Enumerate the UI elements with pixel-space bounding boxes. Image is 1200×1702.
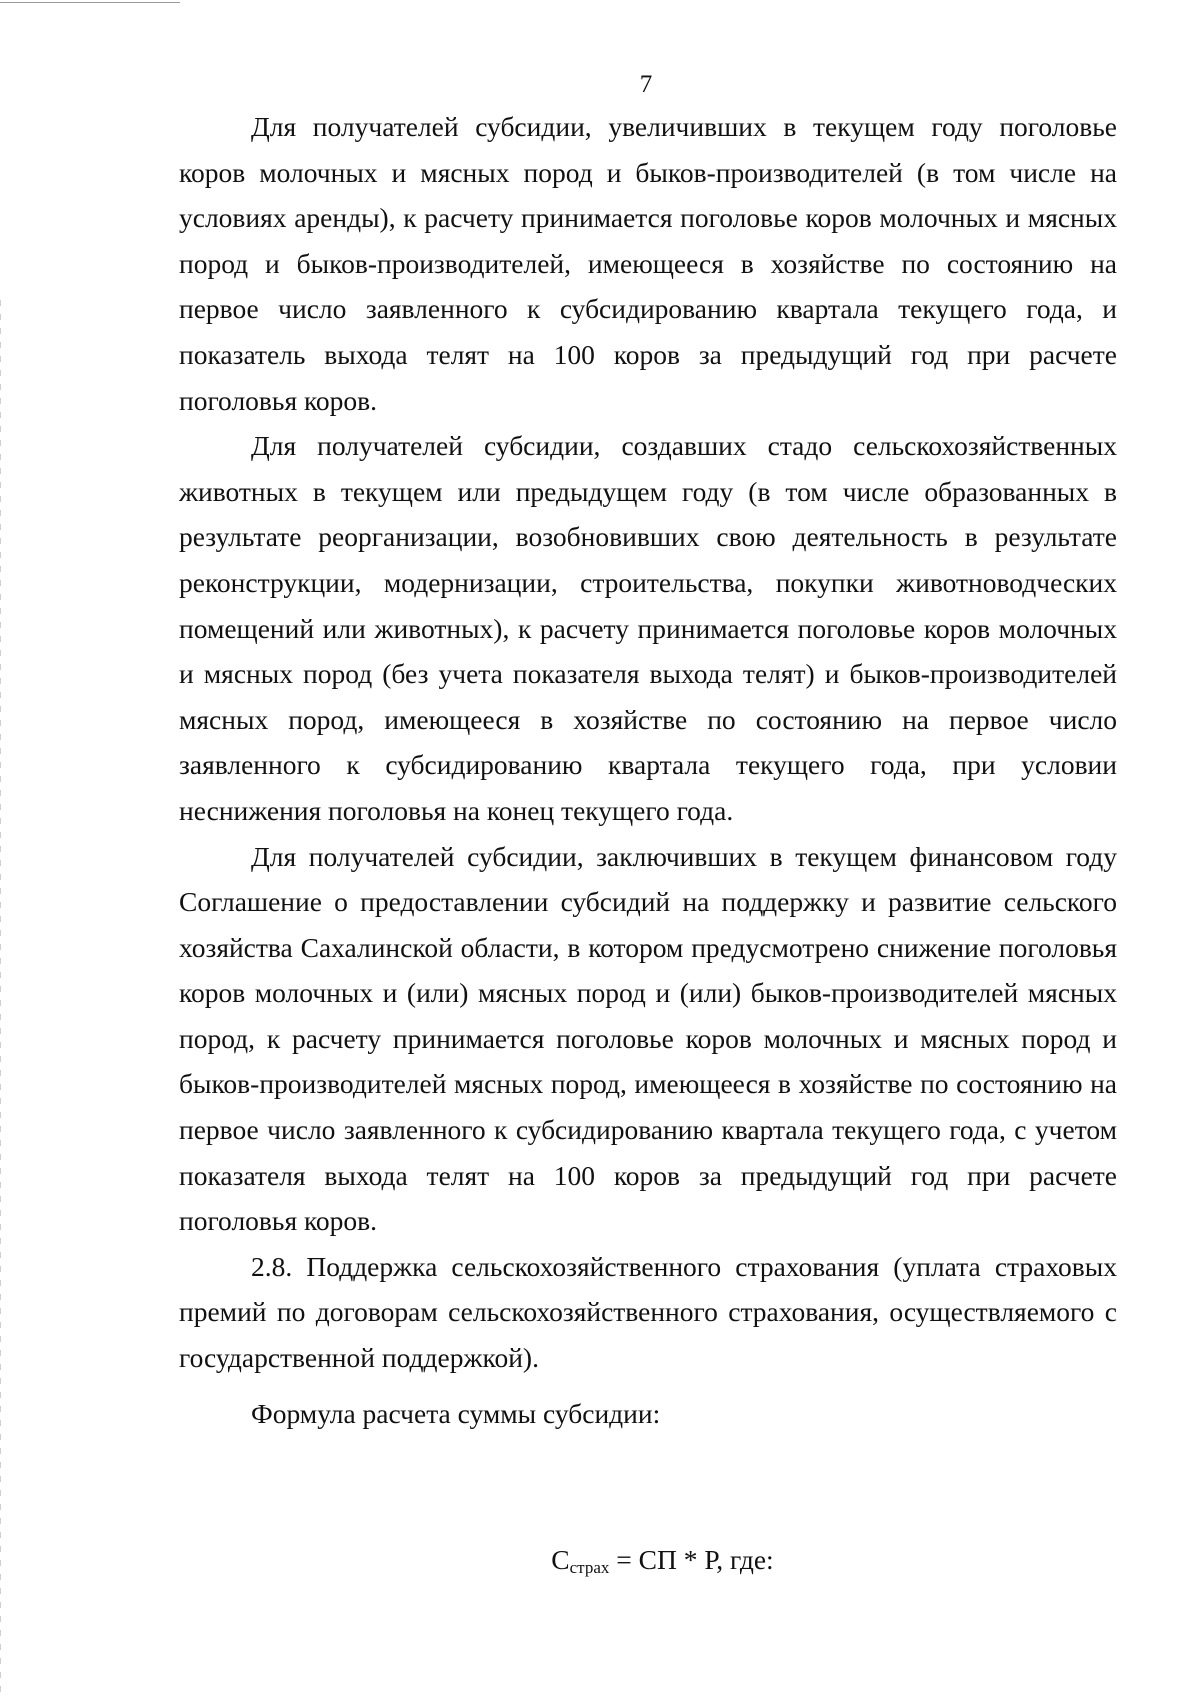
scan-artifact-line [0,2,180,3]
page-number: 7 [639,71,653,98]
formula-intro: Формула расчета суммы субсидии: [251,1397,661,1429]
formula [0,1540,1200,1588]
formula-subscript: страх [569,1558,610,1577]
formula-lhs: С [551,1544,570,1575]
section-heading-paragraph: 2.8. Поддержка сельскохозяйственного страхования (уплата страховых премий по договорам сельскохозяйственного страхования, осуществляемого с государственной поддержкой). [179,1250,1117,1374]
paragraph: Для получателей субсидии, увеличивших в текущем году поголовье коров молочных и мясных пород и быков-производителей (в том числе на условиях аренды), к расчету принимается поголовье коров молочных и мясных пород и быков-производителей, имеющееся в хозяйстве по состоянию на первое число заявленного к субсидированию квартала текущего года, и показатель выхода телят на 100 коров за предыдущий год при расчете поголовья коров. [179,111,1117,416]
scan-artifact-edge [0,300,1,1700]
paragraph: Для получателей субсидии, заключивших в текущем финансовом году Соглашение о предоставлении субсидий на поддержку и развитие сельского хозяйства Сахалинской области, в котором предусмотрено снижение поголовья коров молочных и (или) мясных пород и (или) быков-производителей мясных пород, к расчету принимается поголовье коров молочных и мясных пород и быков-производителей мясных пород, имеющееся в хозяйстве по состоянию на первое число заявленного к субсидированию квартала текущего года, с учетом показателя выхода телят на 100 коров за предыдущий год при расчете поголовья коров. [179,840,1117,1237]
formula-rhs: = СП * Р, где: [609,1544,774,1575]
paragraph: Для получателей субсидии, создавших стадо сельскохозяйственных животных в текущем или предыдущем году (в том числе образованных в результате реорганизации, возобновивших свою деятельность в результате реконструкции, модернизации, строительства, покупки животноводческих помещений или животных), к расчету принимается поголовье коров молочных и мясных пород (без учета показателя выхода телят) и быков-производителей мясных пород, имеющееся в хозяйстве по состоянию на первое число заявленного к субсидированию квартала текущего года, при условии неснижения поголовья на конец текущего года. [179,430,1117,826]
body-text [179,104,1117,1436]
